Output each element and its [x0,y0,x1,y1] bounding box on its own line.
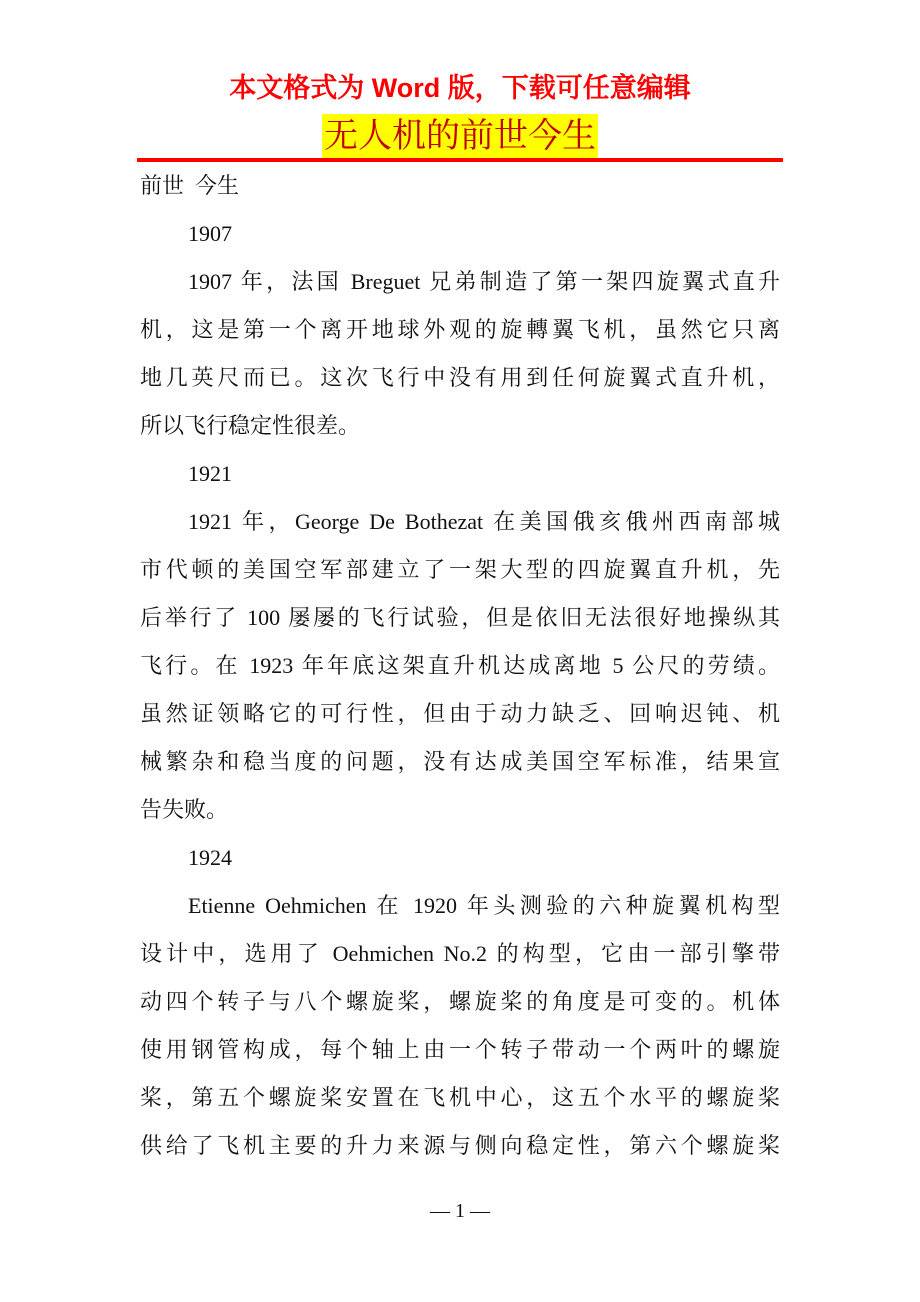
year-heading: 1921 [188,461,232,486]
paragraph-line: 使用钢管构成，每个轴上由一个转子带动一个两叶的螺旋 [140,1037,780,1062]
subtitle: 前世 今生 [140,173,240,198]
paragraph-line: 所以飞行稳定性很差。 [140,413,361,438]
year-heading: 1924 [188,845,232,870]
paragraph-line: 飞行。在 1923 年年底这架直升机达成离地 5 公尺的劳绩。 [140,653,780,678]
paragraph-line: 机，这是第一个离开地球外观的旋轉翼飞机，虽然它只离 [140,317,780,342]
document-title: 无人机的前世今生 [322,114,598,160]
paragraph-line: 桨，第五个螺旋桨安置在飞机中心，这五个水平的螺旋桨 [140,1085,780,1110]
paragraph-line: 后举行了 100 屡屡的飞行试验，但是依旧无法很好地操纵其 [140,605,780,630]
title-divider [137,158,783,162]
paragraph-line: 虽然证领略它的可行性，但由于动力缺乏、回响迟钝、机 [140,701,780,726]
paragraph-line: 地几英尺而已。这次飞行中没有用到任何旋翼式直升机， [140,365,780,390]
paragraph-line: 市代顿的美国空军部建立了一架大型的四旋翼直升机，先 [140,557,780,582]
paragraph-line: 动四个转子与八个螺旋桨，螺旋桨的角度是可变的。机体 [140,989,780,1014]
paragraph-line: 设计中，选用了 Oehmichen No.2 的构型，它由一部引擎带 [140,941,780,966]
document-body [140,166,780,1174]
paragraph-line: Etienne Oehmichen 在 1920 年头测验的六种旋翼机构型 [188,893,780,918]
download-banner: 本文格式为 Word 版，下载可任意编辑 [229,73,691,103]
paragraph-line: 1921 年，George De Bothezat 在美国俄亥俄州西南部城 [188,509,780,534]
paragraph-line: 供给了飞机主要的升力来源与侧向稳定性，第六个螺旋桨 [140,1133,780,1158]
paragraph-line: 械繁杂和稳当度的问题，没有达成美国空军标准，结果宣 [140,749,780,774]
page-number: — 1 — [430,1200,490,1222]
paragraph-line: 告失败。 [140,797,229,822]
paragraph-line: 1907 年，法国 Breguet 兄弟制造了第一架四旋翼式直升 [188,269,780,294]
year-heading: 1907 [188,221,232,246]
